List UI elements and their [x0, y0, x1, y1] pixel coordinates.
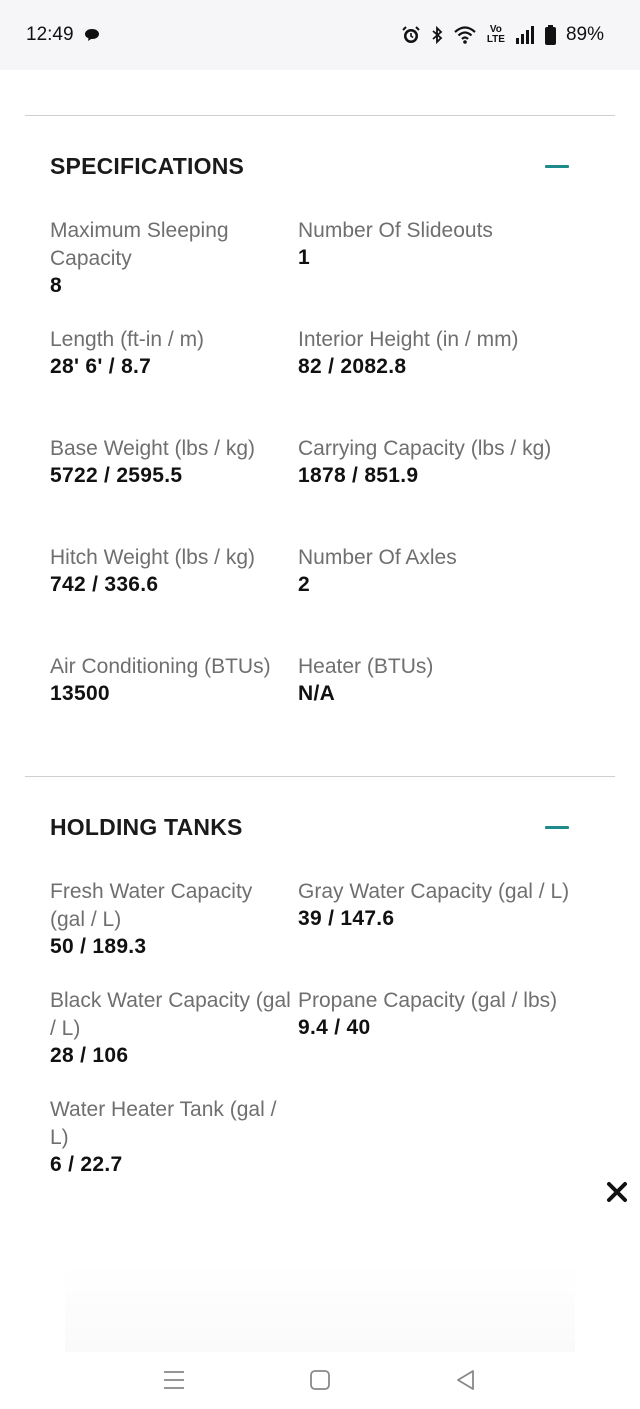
spec-value: 8: [50, 274, 62, 297]
spec-item: [298, 435, 570, 544]
navigation-bar: [0, 1350, 640, 1409]
spec-label: Carrying Capacity (lbs / kg): [298, 437, 552, 460]
spec-label: Air Conditioning (BTUs): [50, 655, 271, 678]
spec-label: Propane Capacity (gal / lbs): [298, 989, 558, 1012]
bluetooth-icon: [431, 25, 443, 45]
spec-label: Number Of Axles: [298, 546, 457, 569]
spec-value: 1: [298, 246, 310, 269]
minus-icon: [545, 826, 569, 829]
spec-item: [50, 653, 298, 762]
spec-item: [50, 987, 298, 1096]
spec-value: 6 / 22.7: [50, 1153, 123, 1176]
section-title: SPECIFICATIONS: [50, 152, 245, 179]
spec-row: [50, 1096, 570, 1205]
spec-label: Hitch Weight (lbs / kg): [50, 546, 256, 569]
divider: [25, 776, 615, 777]
holding-tanks-grid: [50, 878, 570, 1205]
specifications-header[interactable]: [50, 146, 570, 186]
back-icon: [455, 1369, 477, 1391]
signal-icon: [515, 26, 535, 44]
back-button[interactable]: [393, 1355, 539, 1405]
spec-item: [298, 878, 570, 987]
spec-label: Water Heater Tank (gal / L): [50, 1098, 277, 1149]
spec-label: Gray Water Capacity (gal / L): [298, 880, 570, 903]
chat-bubble-icon: [84, 28, 100, 42]
spec-item: [298, 544, 570, 653]
close-icon: [605, 1180, 629, 1204]
collapse-specifications-button[interactable]: [544, 146, 570, 186]
spec-item: [298, 653, 570, 762]
collapse-holding-tanks-button[interactable]: [544, 807, 570, 847]
spec-value: 5722 / 2595.5: [50, 464, 183, 487]
spec-item: [298, 326, 570, 435]
close-ad-button[interactable]: [600, 1175, 634, 1209]
spec-row: [50, 653, 570, 762]
spec-item: [50, 1096, 298, 1205]
spec-item: [298, 987, 570, 1096]
status-time: 12:49: [26, 24, 74, 45]
home-button[interactable]: [247, 1355, 393, 1405]
spec-label: Base Weight (lbs / kg): [50, 437, 256, 460]
specifications-grid: [50, 217, 570, 762]
spec-value: 742 / 336.6: [50, 573, 159, 596]
spec-item: [50, 435, 298, 544]
alarm-icon: [401, 25, 421, 45]
spec-item: [50, 544, 298, 653]
spec-item: [50, 878, 298, 987]
spec-value: 28 / 106: [50, 1044, 129, 1067]
spec-label: Interior Height (in / mm): [298, 328, 519, 351]
spec-value: 28' 6' / 8.7: [50, 355, 152, 378]
spec-label: Length (ft-in / m): [50, 328, 205, 351]
spec-row: [50, 326, 570, 435]
spec-value: 50 / 189.3: [50, 935, 147, 958]
spec-value: 39 / 147.6: [298, 907, 395, 930]
spec-value: 82 / 2082.8: [298, 355, 407, 378]
wifi-icon: [453, 25, 477, 45]
section-title: HOLDING TANKS: [50, 813, 243, 840]
status-bar: [0, 0, 640, 70]
volte-icon: Vo LTE: [486, 24, 505, 45]
spec-row: [50, 987, 570, 1096]
spec-label: Black Water Capacity (gal / L): [50, 989, 291, 1040]
spec-value: 1878 / 851.9: [298, 464, 419, 487]
spec-label: Fresh Water Capacity (gal / L): [50, 880, 253, 931]
spec-item: [50, 326, 298, 435]
battery-percent: 89%: [565, 24, 604, 45]
spec-row: [50, 435, 570, 544]
home-icon: [309, 1369, 331, 1391]
spec-row: [50, 217, 570, 326]
spec-label: Maximum Sleeping Capacity: [50, 219, 229, 270]
ad-banner: [65, 1262, 575, 1352]
spec-row: [50, 878, 570, 987]
spec-value: 2: [298, 573, 310, 596]
spec-value: 9.4 / 40: [298, 1016, 371, 1039]
recents-icon: [162, 1370, 186, 1390]
minus-icon: [545, 165, 569, 168]
spec-row: [50, 544, 570, 653]
spec-label: Number Of Slideouts: [298, 219, 493, 242]
recents-button[interactable]: [101, 1355, 247, 1405]
spec-value: N/A: [298, 682, 336, 705]
spec-label: Heater (BTUs): [298, 655, 434, 678]
spec-value: 13500: [50, 682, 110, 705]
divider: [25, 115, 615, 116]
spec-item: [298, 217, 570, 326]
battery-icon: [545, 25, 556, 45]
holding-tanks-header[interactable]: [50, 807, 570, 847]
spec-item: [50, 217, 298, 326]
